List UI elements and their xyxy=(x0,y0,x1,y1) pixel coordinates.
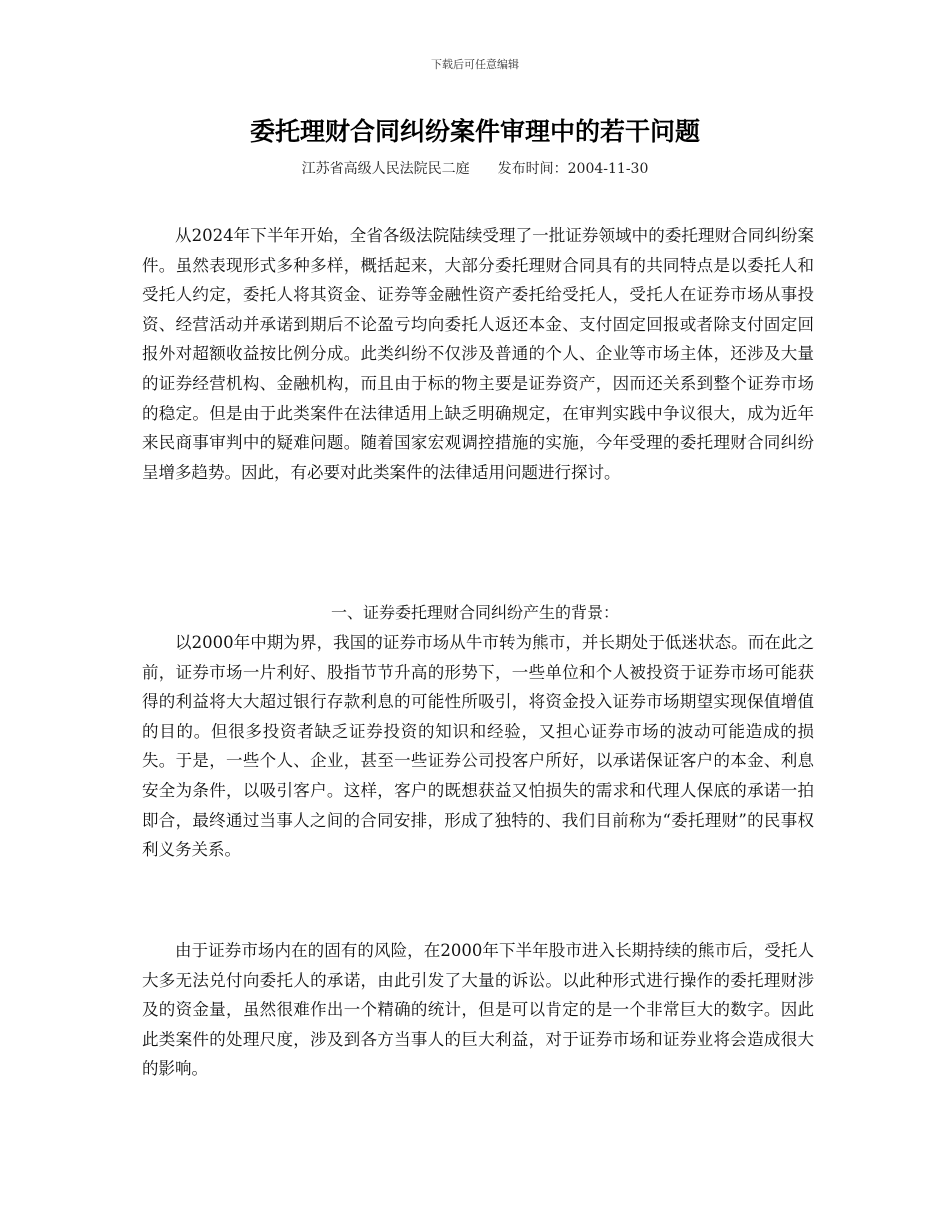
paragraph: 由于证券市场内在的固有的风险，在2000年下半年股市进入长期持续的熊市后，受托人大多无法兑付向委托人的承诺，由此引发了大量的诉讼。以此种形式进行操作的委托理财涉及的资金量，虽然很难作出一个精确的统计，但是可以肯定的是一个非常巨大的数字。因此此类案件的处理尺度，涉及到各方当事人的巨大利益，对于证券市场和证券业将会造成很大的影响。 xyxy=(142,941,814,1079)
author: 江苏省高级人民法院民二庭 xyxy=(301,161,470,177)
paragraph: 以2000年中期为界，我国的证券市场从牛市转为熊市，并长期处于低迷状态。而在此之前，证券市场一片利好、股指节节升高的形势下，一些单位和个人被投资于证券市场可能获得的利益将大大超过银行存款利息的可能性所吸引，将资金投入证券市场期望实现保值增值的目的。但很多投资者缺乏证券投资的知识和经验，又担心证券市场的波动可能造成的损失。于是，一些个人、企业，甚至一些证券公司投客户所好，以承诺保证客户的本金、利息安全为条件，以吸引客户。这样，客户的既想获益又怕损失的需求和代理人保底的承诺一拍即合，最终通过当事人之间的合同安排，形成了独特的、我们目前称为“委托理财”的民事权利义务关系。 xyxy=(142,633,814,860)
document-title: 委托理财合同纠纷案件审理中的若干问题 xyxy=(249,117,700,146)
section-heading: 一、证券委托理财合同纠纷产生的背景： xyxy=(330,603,619,622)
paragraph: 从2024年下半年开始，全省各级法院陆续受理了一批证券领域中的委托理财合同纠纷案件。虽然表现形式多种多样，概括起来，大部分委托理财合同具有的共同特点是以委托人和受托人约定，委托人将其资金、证券等金融性资产委托给受托人，受托人在证券市场从事投资、经营活动并承诺到期后不论盈亏均向委托人返还本金、支付固定回报或者除支付固定回报外对超额收益按比例分成。此类纠纷不仅涉及普通的个人、企业等市场主体，还涉及大量的证券经营机构、金融机构，而且由于标的物主要是证券资产，因而还关系到整个证券市场的稳定。但是由于此类案件在法律适用上缺乏明确规定，在审判实践中争议很大，成为近年来民商事审判中的疑难问题。随着国家宏观调控措施的实施，今年受理的委托理财合同纠纷呈增多趋势。因此，有必要对此类案件的法律适用问题进行探讨。 xyxy=(142,226,814,482)
byline xyxy=(0,158,950,178)
header-note: 下载后可任意编辑 xyxy=(431,58,519,71)
publish-date: 发布时间：2004-11-30 xyxy=(497,161,649,177)
